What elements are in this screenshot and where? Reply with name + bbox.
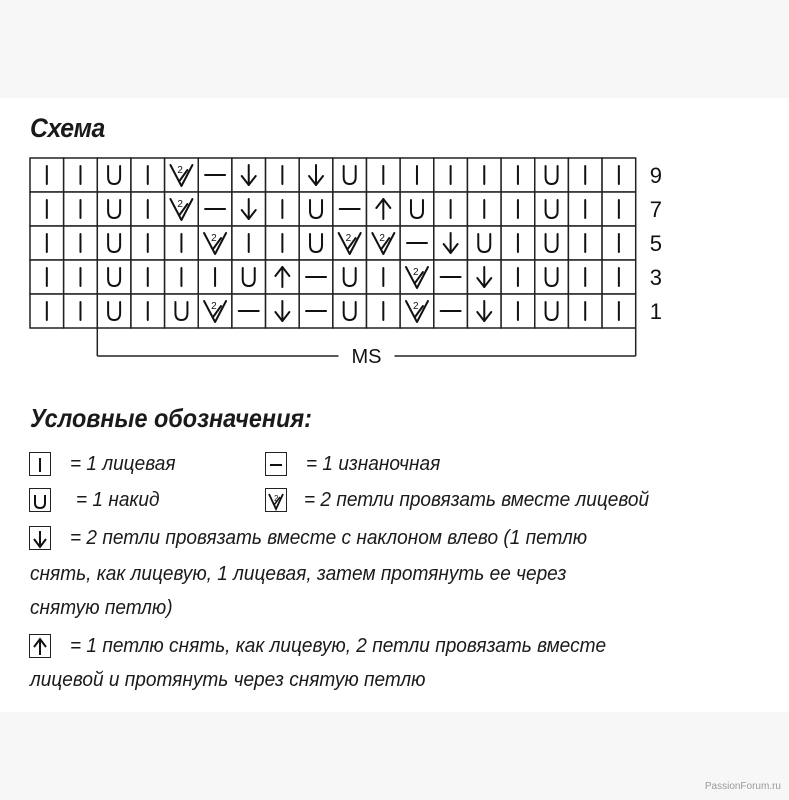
chart-cell-k2tog <box>400 294 434 328</box>
chart-cell-knit <box>501 192 535 226</box>
chart-cell-ssk <box>266 294 300 328</box>
svg-text:2: 2 <box>211 233 217 244</box>
chart-cell-yarn-over <box>97 226 131 260</box>
chart-cell-cdd <box>266 260 300 294</box>
chart-cell-yarn-over <box>535 260 569 294</box>
chart-cell-knit <box>367 158 401 192</box>
legend-ssk-line-3: снятую петлю) <box>30 596 173 619</box>
chart-cell-knit <box>165 226 199 260</box>
svg-text:2: 2 <box>345 233 352 244</box>
chart-cell-k2tog <box>367 226 401 260</box>
chart-cell-yarn-over <box>165 294 199 328</box>
chart-cell-yarn-over <box>97 192 131 226</box>
chart-cell-knit <box>367 294 401 328</box>
chart-cell-cdd <box>367 192 401 226</box>
chart-cell-yarn-over <box>535 158 569 192</box>
repeat-label: MS <box>351 346 382 368</box>
chart-cell-knit <box>602 260 636 294</box>
chart-cell-ssk <box>467 294 501 328</box>
chart-cell-knit <box>602 294 636 328</box>
legend-knit-text: = 1 лицевая <box>70 452 176 475</box>
chart-cell-yarn-over <box>97 158 131 192</box>
chart-cell-knit <box>568 294 602 328</box>
chart-cell-purl <box>400 226 434 260</box>
legend-ssk-symbol <box>29 526 51 550</box>
chart-cell-ssk <box>299 158 333 192</box>
svg-text:2: 2 <box>177 165 183 176</box>
legend-yarnover-text: = 1 накид <box>76 488 160 511</box>
chart-cell-knit <box>602 226 636 260</box>
chart-cell-yarn-over <box>467 226 501 260</box>
chart-cell-knit <box>602 158 636 192</box>
chart-cell-knit <box>131 192 165 226</box>
chart-cell-knit <box>165 260 199 294</box>
chart-cell-knit <box>131 260 165 294</box>
chart-cell-knit <box>232 226 266 260</box>
chart-cell-yarn-over <box>400 192 434 226</box>
chart-cell-purl <box>232 294 266 328</box>
legend-ssk-line-2: снять, как лицевую, 1 лицевая, затем протянуть ее через <box>30 562 567 585</box>
legend-yarnover-symbol <box>29 488 51 512</box>
chart-cell-knit <box>400 158 434 192</box>
chart-cell-knit <box>64 158 98 192</box>
chart-cell-yarn-over <box>535 192 569 226</box>
chart-cell-knit <box>467 158 501 192</box>
chart-cell-k2tog <box>198 294 232 328</box>
chart-cell-knit <box>30 226 64 260</box>
chart-cell-knit <box>266 226 300 260</box>
chart-title: Схема <box>30 113 105 143</box>
chart-cell-knit <box>501 294 535 328</box>
chart-cell-purl <box>434 294 468 328</box>
chart-cell-ssk <box>467 260 501 294</box>
chart-cell-knit <box>266 192 300 226</box>
chart-cell-k2tog <box>165 192 199 226</box>
chart-cell-yarn-over <box>535 226 569 260</box>
chart-cell-yarn-over <box>232 260 266 294</box>
chart-cell-knit <box>131 294 165 328</box>
svg-text:2: 2 <box>412 301 419 312</box>
chart-cell-yarn-over <box>333 260 367 294</box>
chart-cell-knit <box>198 260 232 294</box>
chart-cell-yarn-over <box>333 294 367 328</box>
chart-cell-knit <box>467 192 501 226</box>
chart-cell-knit <box>64 192 98 226</box>
chart-cell-knit <box>367 260 401 294</box>
legend-purl-symbol <box>265 452 287 476</box>
chart-cell-knit <box>501 260 535 294</box>
chart-cell-knit <box>30 260 64 294</box>
legend-knit-symbol <box>29 452 51 476</box>
chart-cell-purl <box>333 192 367 226</box>
chart-cell-k2tog <box>165 158 199 192</box>
chart-cell-knit <box>568 158 602 192</box>
svg-text:2: 2 <box>274 494 279 503</box>
chart-cell-ssk <box>232 158 266 192</box>
chart-cell-yarn-over <box>299 226 333 260</box>
chart-cell-purl <box>299 260 333 294</box>
svg-text:2: 2 <box>177 199 183 210</box>
chart-cell-knit <box>602 192 636 226</box>
legend-cdd-line-2: лицевой и протянуть через снятую петлю <box>30 668 426 691</box>
legend-k2tog-symbol <box>265 488 287 512</box>
chart-cell-knit <box>30 192 64 226</box>
chart-cell-yarn-over <box>299 192 333 226</box>
chart-cell-yarn-over <box>97 294 131 328</box>
legend-title: Условные обозначения: <box>30 403 312 433</box>
chart-cell-k2tog <box>400 260 434 294</box>
legend-cdd-symbol <box>29 634 51 658</box>
row-number: 7 <box>649 197 662 222</box>
chart-cell-knit <box>434 192 468 226</box>
chart-cell-knit <box>131 226 165 260</box>
chart-cell-yarn-over <box>535 294 569 328</box>
chart-cell-purl <box>299 294 333 328</box>
svg-text:2: 2 <box>412 267 419 278</box>
chart-cell-yarn-over <box>333 158 367 192</box>
chart-cell-knit <box>64 260 98 294</box>
legend-cdd-line-1: = 1 петлю снять, как лицевую, 2 петли провязать вместе <box>70 634 607 657</box>
chart-cell-k2tog <box>198 226 232 260</box>
chart-cell-ssk <box>434 226 468 260</box>
chart-cell-k2tog <box>333 226 367 260</box>
chart-cell-knit <box>30 294 64 328</box>
legend-k2tog-text: = 2 петли провязать вместе лицевой <box>304 488 650 511</box>
chart-cell-knit <box>568 226 602 260</box>
row-number: 9 <box>649 163 662 188</box>
chart-cell-knit <box>568 260 602 294</box>
svg-text:2: 2 <box>379 233 385 244</box>
chart-cell-knit <box>30 158 64 192</box>
svg-text:2: 2 <box>211 301 217 312</box>
chart-cell-purl <box>198 192 232 226</box>
bottom-band <box>0 712 789 800</box>
legend-purl-text: = 1 изнаночная <box>306 452 441 475</box>
row-number: 1 <box>649 299 662 324</box>
row-number: 5 <box>649 231 662 256</box>
chart-cell-knit <box>501 226 535 260</box>
chart-cell-knit <box>64 226 98 260</box>
chart-cell-knit <box>64 294 98 328</box>
chart-cell-knit <box>568 192 602 226</box>
chart-cell-knit <box>434 158 468 192</box>
chart-cell-knit <box>501 158 535 192</box>
watermark: PassionForum.ru <box>704 781 781 792</box>
chart-cell-purl <box>198 158 232 192</box>
chart-cell-knit <box>131 158 165 192</box>
legend-ssk-line-1: = 2 петли провязать вместе с наклоном влево (1 петлю <box>70 526 588 549</box>
chart-cell-purl <box>434 260 468 294</box>
chart-cell-yarn-over <box>97 260 131 294</box>
row-number: 3 <box>649 265 662 290</box>
chart-cell-knit <box>266 158 300 192</box>
chart-cell-ssk <box>232 192 266 226</box>
